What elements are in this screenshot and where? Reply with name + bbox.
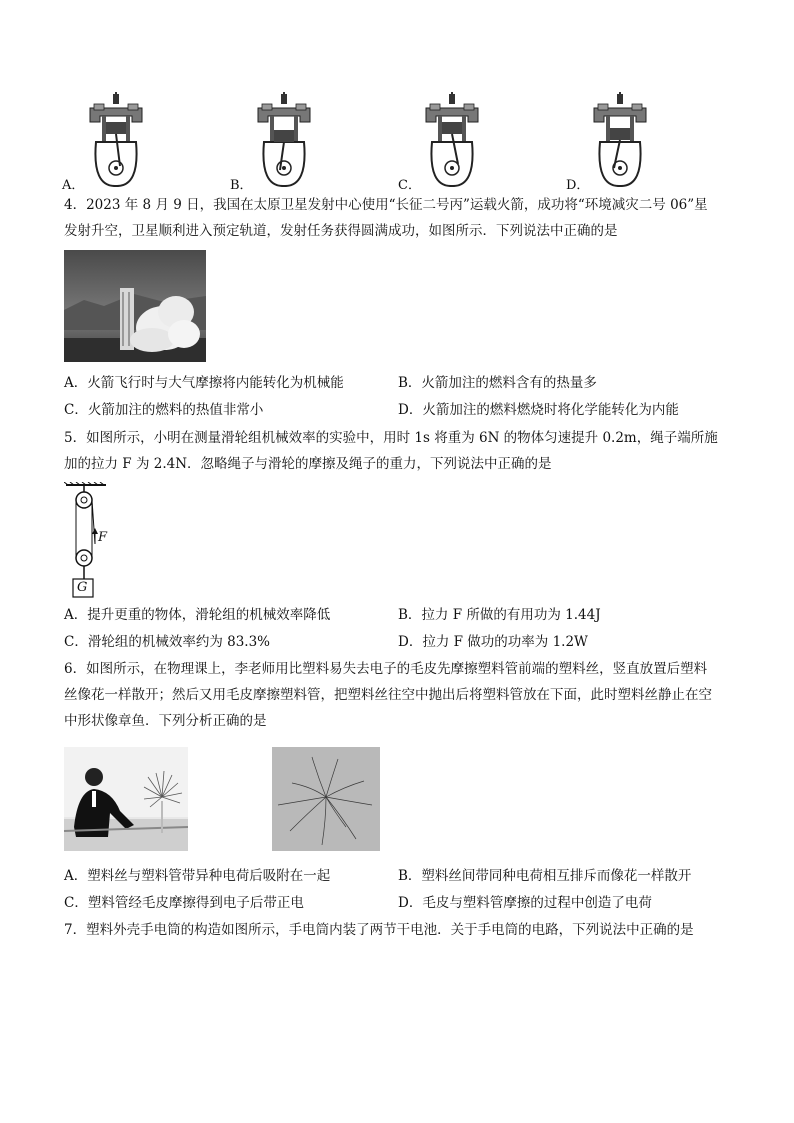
q4-option-b[interactable]: B．火箭加注的燃料含有的热量多 <box>398 375 597 391</box>
q5-option-b[interactable]: B．拉力 F 所做的有用功为 1.44J <box>398 607 601 623</box>
q5-option-d[interactable]: D．拉力 F 做功的功率为 1.2W <box>398 634 588 650</box>
engine-figure-a <box>84 92 148 187</box>
force-label-f: F <box>98 530 108 545</box>
q4-stem-line-2: 发射升空，卫星顺利进入预定轨道，发射任务获得圆满成功，如图所示．下列说法中正确的是 <box>64 223 618 239</box>
q4-option-d[interactable]: D．火箭加注的燃料燃烧时将化学能转化为内能 <box>398 402 679 418</box>
q3-option-a-label[interactable]: A． <box>62 178 85 193</box>
q5-stem-line-1: 5．如图所示，小明在测量滑轮组机械效率的实验中，用时 1s 将重为 6N 的物体匀速提升 0.2m，绳子端所施 <box>64 430 718 446</box>
q6-option-d[interactable]: D．毛皮与塑料管摩擦的过程中创造了电荷 <box>398 895 652 911</box>
q5-option-a[interactable]: A．提升更重的物体，滑轮组的机械效率降低 <box>64 607 331 623</box>
q3-option-b-label[interactable]: B． <box>230 178 253 193</box>
q4-option-a[interactable]: A．火箭飞行时与大气摩擦将内能转化为机械能 <box>64 375 344 391</box>
q3-option-c-label[interactable]: C． <box>398 178 421 193</box>
q5-stem-line-2: 加的拉力 F 为 2.4N．忽略绳子与滑轮的摩擦及绳子的重力，下列说法中正确的是 <box>64 456 552 472</box>
engine-figure-d <box>588 92 652 187</box>
q3-option-d-label[interactable]: D． <box>566 178 590 193</box>
rocket-launch-photo <box>64 250 206 362</box>
octopus-strands-photo <box>272 747 380 851</box>
q6-stem-line-2: 丝像花一样散开；然后又用毛皮摩擦塑料管，把塑料丝往空中抛出后将塑料管放在下面，此时塑料丝静止在空 <box>64 687 712 703</box>
q6-stem-line-3: 中形状像章鱼．下列分析正确的是 <box>64 713 267 729</box>
teacher-demo-photo <box>64 747 188 851</box>
pulley-system-figure <box>64 482 114 600</box>
weight-label-g: G <box>77 580 88 595</box>
q6-option-c[interactable]: C．塑料管经毛皮摩擦得到电子后带正电 <box>64 895 304 911</box>
q7-stem-line-1: 7．塑料外壳手电筒的构造如图所示，手电筒内装了两节干电池．关于手电筒的电路，下列说法中正确的是 <box>64 922 694 938</box>
q5-option-c[interactable]: C．滑轮组的机械效率约为 83.3% <box>64 634 271 650</box>
q6-stem-line-1: 6．如图所示，在物理课上，李老师用比塑料易失去电子的毛皮先摩擦塑料管前端的塑料丝，竖直放置后塑料 <box>64 661 708 677</box>
q6-option-b[interactable]: B．塑料丝间带同种电荷相互排斥而像花一样散开 <box>398 868 692 884</box>
engine-figure-c <box>420 92 484 187</box>
q4-stem-line-1: 4．2023 年 8 月 9 日，我国在太原卫星发射中心使用“长征二号丙”运载火箭，成功将“环境减灾二号 06”星 <box>64 197 708 213</box>
engine-figure-b <box>252 92 316 187</box>
q4-option-c[interactable]: C．火箭加注的燃料的热值非常小 <box>64 402 264 418</box>
q6-option-a[interactable]: A．塑料丝与塑料管带异种电荷后吸附在一起 <box>64 868 331 884</box>
